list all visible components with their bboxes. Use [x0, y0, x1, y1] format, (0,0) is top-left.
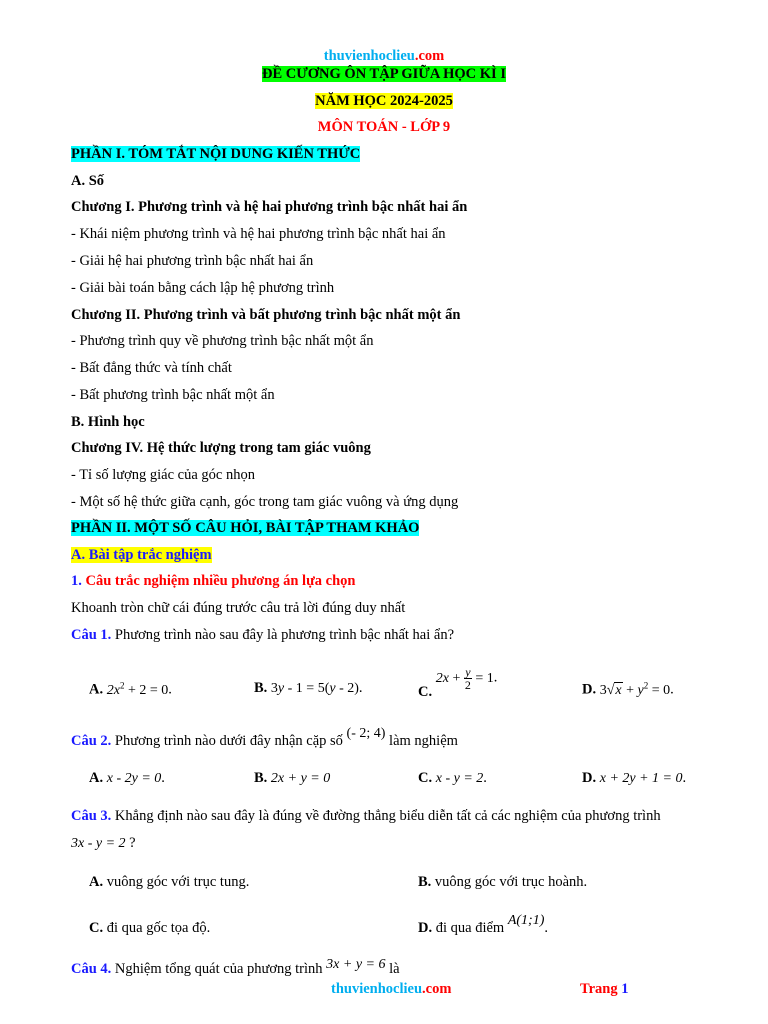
q2-formula-d: x + 2y + 1 = 0 [599, 771, 683, 786]
chapter1-item: - Khái niệm phương trình và hệ hai phương trình bậc nhất hai ẩn [71, 226, 446, 242]
chapter2-title: Chương II. Phương trình và bất phương trình bậc nhất một ẩn [71, 307, 461, 323]
q1-option-d: D. $3√x + y^2 = 0$. [582, 680, 674, 698]
chapter1-item: - Giải bài toán bằng cách lập hệ phương trình [71, 280, 335, 296]
q3-option-a: A. vuông góc với trục tung. [89, 874, 250, 890]
question-2: Câu 2. Phương trình nào dưới đây nhận cặp số (- 2; 4) làm nghiệm [71, 726, 458, 749]
chapter1-item: - Giải hệ hai phương trình bậc nhất hai ẩn [71, 253, 314, 269]
q2-option-a: A. x - 2y = 0. [89, 770, 165, 786]
chapter4-title: Chương IV. Hệ thức lượng trong tam giác vuông [71, 440, 371, 456]
doc-title: ĐỀ CƯƠNG ÔN TẬP GIỮA HỌC KÌ I [262, 66, 506, 82]
question-3-equation: 3x - y = 2 ? [71, 835, 136, 851]
q2-pair: (- 2; 4) [346, 726, 386, 741]
q1-option-c: C. 2x + $\frac{y}{2}$ = 1. [418, 665, 498, 700]
site-domain: .com [414, 48, 445, 64]
q3-option-b: B. vuông góc với trục hoành. [418, 874, 588, 890]
exercise-a-title: A. Bài tập trắc nghiệm [71, 547, 212, 563]
chapter1-title: Chương I. Phương trình và hệ hai phương trình bậc nhất hai ẩn [71, 199, 468, 215]
q1-formula-b: 3y - 1 = 5(y - 2) [270, 681, 359, 696]
q2-option-c: C. x - y = 2. [418, 770, 487, 786]
q2-option-d: D. x + 2y + 1 = 0. [582, 770, 687, 786]
chapter2-item: - Phương trình quy về phương trình bậc nhất một ẩn [71, 333, 374, 349]
q1-formula-d: $3√x + y^2 = 0$ [599, 680, 671, 698]
chapter2-item: - Bất phương trình bậc nhất một ẩn [71, 387, 275, 403]
site-header [0, 48, 768, 65]
q1-formula-a: $2x^2 + 2 = 0$ [106, 680, 169, 698]
section-a-title: A. Số [71, 173, 105, 189]
chapter4-item: - Tỉ số lượng giác của góc nhọn [71, 467, 255, 483]
q1-option-a: A. $2x^2 + 2 = 0$. [89, 680, 172, 698]
q2-formula-b: 2x + y = 0 [270, 771, 331, 786]
q1-option-b: B. 3y - 1 = 5(y - 2). [254, 680, 363, 696]
section-b-title: B. Hình học [71, 414, 145, 430]
page-number: Trang 1 [580, 981, 629, 997]
site-name: thuvienhoclieu [323, 48, 415, 64]
q1-formula-c: 2x + $\frac{y}{2}$ = 1 [435, 665, 494, 692]
chapter4-item: - Một số hệ thức giữa cạnh, góc trong tam giác vuông và ứng dụng [71, 494, 459, 510]
q3-point: A(1;1) [507, 913, 545, 928]
q2-formula-c: x - y = 2 [435, 771, 484, 786]
chapter2-item: - Bất đẳng thức và tính chất [71, 360, 232, 376]
footer-site: thuvienhoclieu.com [331, 981, 452, 997]
subject-title: MÔN TOÁN - LỚP 9 [317, 119, 451, 135]
school-year: NĂM HỌC 2024-2025 [315, 93, 453, 109]
q3-option-c: C. đi qua gốc tọa độ. [89, 920, 211, 936]
question-4: Câu 4. Nghiệm tổng quát của phương trình 3x + y = 6 là [71, 957, 400, 977]
q2-option-b: B. 2x + y = 0 [254, 770, 331, 786]
q2-formula-a: x - 2y = 0 [106, 771, 162, 786]
instruction-text: Khoanh tròn chữ cái đúng trước câu trả lời đúng duy nhất [71, 600, 406, 616]
question-3: Câu 3. Khẳng định nào sau đây là đúng về đường thẳng biểu diễn tất cả các nghiệm của phương trình [71, 808, 661, 824]
part2-heading: PHẦN II. MỘT SỐ CÂU HỎI, BÀI TẬP THAM KHẢO [71, 520, 420, 536]
question-1: Câu 1. Phương trình nào sau đây là phương trình bậc nhất hai ẩn? [71, 627, 455, 643]
q3-option-d: D. đi qua điểm A(1;1). [418, 913, 548, 936]
part1-heading: PHẦN I. TÓM TẮT NỘI DUNG KIẾN THỨC [71, 146, 361, 162]
section1-title: 1. Câu trắc nghiệm nhiều phương án lựa chọn [71, 573, 356, 589]
q4-equation: 3x + y = 6 [326, 957, 386, 972]
